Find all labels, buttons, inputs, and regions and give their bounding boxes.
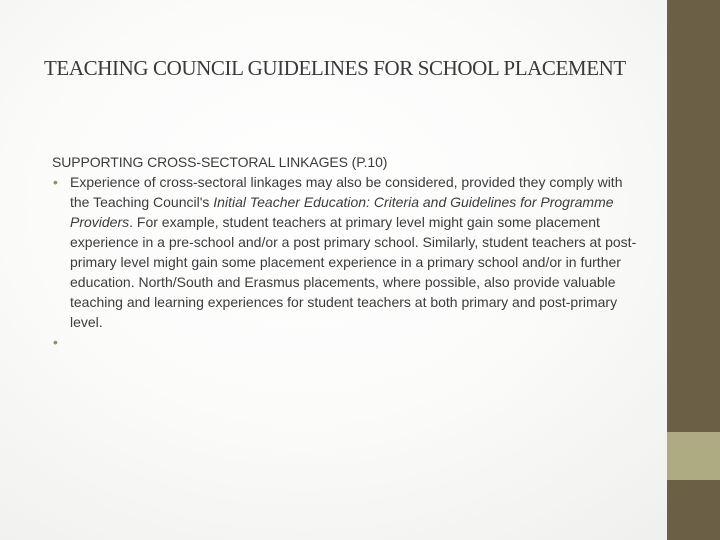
bullet-icon: •	[53, 334, 58, 350]
bullet-text-italic-title: Initial Teacher Education: Criteria and Guidelines for Programme Providers	[70, 194, 614, 230]
bullet-item	[52, 172, 642, 332]
bullet-icon: •	[53, 174, 58, 190]
slide-title: TEACHING COUNCIL GUIDELINES FOR SCHOOL PLACEMENT	[44, 56, 626, 80]
bullet-text-part-2: . For example, student teachers at primary level might gain some placement experience in a pre-school and/or a post primary school. Similarly, student teachers at post-primary level might gain some placement experience in a primary school and/or in further education. North/South and Erasmus placements, where possible, also provide valuable teaching and learning experiences for student teachers at both primary and post-primary level.	[70, 214, 637, 330]
side-accent-block	[667, 432, 720, 480]
section-heading: SUPPORTING CROSS-SECTORAL LINKAGES (P.10)	[52, 154, 388, 170]
bullet-list	[52, 172, 642, 352]
empty-bullet-item	[52, 332, 642, 352]
bullet-text-part-1: Experience of cross-sectoral linkages may also be considered, provided they comply with the Teaching Council's	[70, 174, 623, 210]
slide-content	[52, 152, 642, 352]
